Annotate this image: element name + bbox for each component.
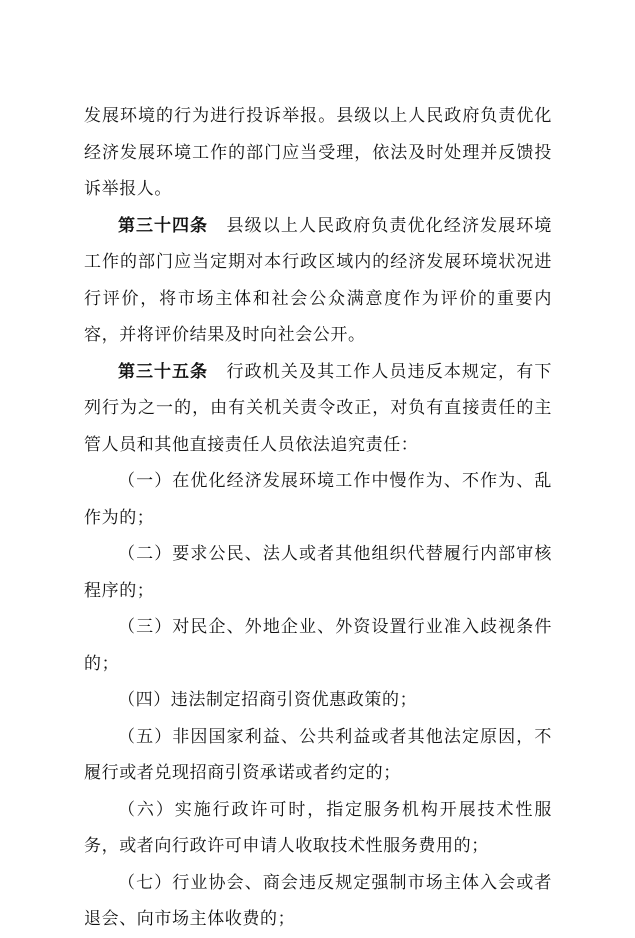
article-34-heading: 第三十四条 xyxy=(118,215,209,236)
list-item-2: （二）要求公民、法人或者其他组织代替履行内部审核程序的； xyxy=(84,544,552,601)
article-34 xyxy=(84,208,552,354)
list-item-1: （一）在优化经济发展环境工作中慢作为、不作为、乱作为的； xyxy=(84,471,552,528)
article-34-text: 县级以上人民政府负责优化经济发展环境工作的部门应当定期对本行政区域内的经济发展环境状况进行评价，将市场主体和社会公众满意度作为评价的重要内容，并将评价结果及时向社会公开。 xyxy=(84,215,552,345)
list-item-3: （三）对民企、外地企业、外资设置行业准入歧视条件的； xyxy=(84,617,552,674)
article-35-text: 行政机关及其工作人员违反本规定，有下列行为之一的，由有关机关责令改正，对负有直接责任的主管人员和其他直接责任人员依法追究责任： xyxy=(84,361,552,455)
article-35-heading: 第三十五条 xyxy=(118,361,209,382)
list-item-6: （六）实施行政许可时，指定服务机构开展技术性服务，或者向行政许可申请人收取技术性服务费用的； xyxy=(84,799,552,856)
document-body xyxy=(84,98,552,938)
article-35 xyxy=(84,354,552,464)
paragraph-complaint-handling: 发展环境的行为进行投诉举报。县级以上人民政府负责优化经济发展环境工作的部门应当受理，依法及时处理并反馈投诉举报人。 xyxy=(84,106,552,199)
list-item-4: （四）违法制定招商引资优惠政策的； xyxy=(118,690,418,710)
list-item-5: （五）非因国家利益、公共利益或者其他法定原因，不履行或者兑现招商引资承诺或者约定的； xyxy=(84,726,552,783)
list-item-7: （七）行业协会、商会违反规定强制市场主体入会或者退会、向市场主体收费的； xyxy=(84,872,552,929)
